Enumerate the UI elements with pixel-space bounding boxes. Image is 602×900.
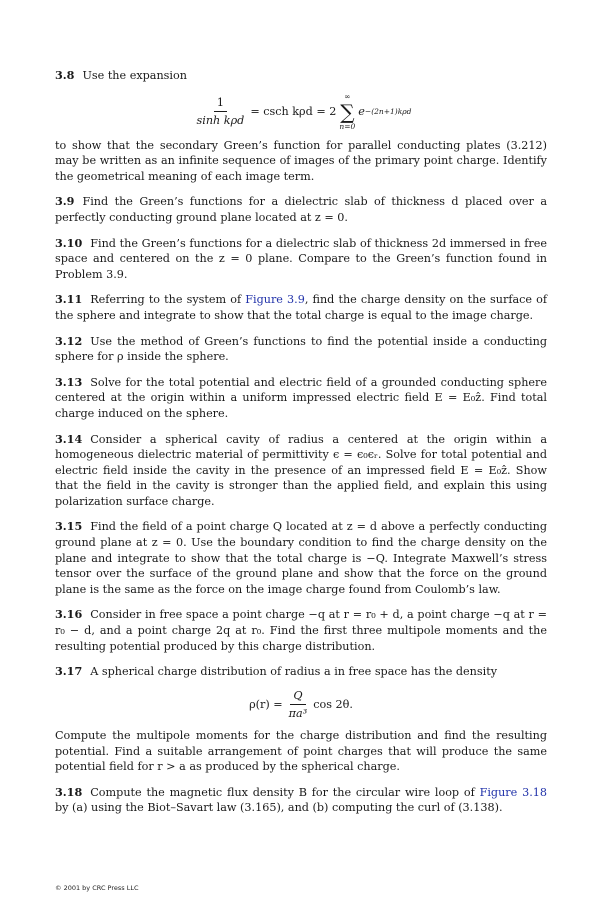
problem-number: 3.18 — [55, 784, 83, 799]
problem-3-10 — [55, 236, 547, 283]
problem-3-13 — [55, 375, 547, 422]
equation-rhs: cos 2θ. — [313, 698, 353, 712]
problem-text: Consider a spherical cavity of radius a centered at the origin within a homogeneous dielectric material of permittivity ϵ = ϵ₀ϵᵣ. Solve for total potential and electric field inside the cavity in the presence of an impressed field E = E₀ẑ. Show that the field in the cavity is stronger than the applied field, and explain this using polarization surface charge. — [55, 432, 547, 508]
problem-text-continued: to show that the secondary Green’s function for parallel conducting plates (3.212) may be written as an infinite sequence of images of the primary point charge. Identify the geometrical meaning of each image term. — [55, 138, 547, 183]
problem-3-9 — [55, 194, 547, 225]
problem-text: Find the Green’s functions for a dielectric slab of thickness 2d immersed in free space and centered on the z = 0 plane. Compare to the Green’s function found in Problem 3.9. — [55, 236, 547, 281]
denominator: sinh kρd — [196, 114, 245, 128]
equation-expansion — [55, 92, 547, 132]
problem-text: Use the expansion — [82, 69, 187, 82]
problem-text: Solve for the total potential and electric field of a grounded conducting sphere centered at the origin within a uniform impressed electric field E = E₀ẑ. Find total charge induced on the sphere. — [55, 375, 547, 420]
sum-upper-limit: ∞ — [344, 91, 351, 101]
problem-3-12 — [55, 334, 547, 365]
fraction — [286, 688, 311, 722]
page-body — [55, 68, 547, 826]
problem-number: 3.8 — [55, 68, 75, 82]
problem-3-17 — [55, 664, 547, 775]
problem-number: 3.17 — [55, 664, 83, 679]
figure-link[interactable]: Figure 3.18 — [479, 785, 547, 799]
numerator: 1 — [214, 95, 227, 113]
problem-text: Use the method of Green’s functions to find the potential inside a conducting sphere for ρ inside the sphere. — [55, 334, 547, 364]
problem-3-11 — [55, 292, 547, 323]
problem-number: 3.12 — [55, 333, 83, 348]
problem-text: A spherical charge distribution of radius a in free space has the density — [90, 665, 498, 679]
problem-number: 3.14 — [55, 431, 83, 446]
exp-base: e — [358, 104, 365, 118]
equation-middle: = csch kρd = 2 — [250, 104, 337, 118]
problem-text: Find the Green’s functions for a dielectric slab of thickness d placed over a perfectly conducting ground plane located at z = 0. — [55, 195, 547, 224]
problem-number: 3.16 — [55, 607, 83, 622]
sum-lower-limit: n=0 — [339, 121, 356, 131]
problem-text: Find the field of a point charge Q located at z = d above a perfectly conducting ground plane at z = 0. Use the boundary condition to find the charge density on the plane and integrate to show that the total charge is −Q. Integrate Maxwell’s stress tensor over the surface of the ground plane and show that the force on the ground plane is the same as the force on the image charge found from Coulomb’s law. — [55, 520, 547, 596]
problem-3-16 — [55, 607, 547, 654]
copyright-footer: © 2001 by CRC Press LLC — [55, 884, 139, 892]
fraction — [194, 95, 248, 129]
problem-number: 3.11 — [55, 292, 83, 307]
problem-text-continued: by (a) using the Biot–Savart law (3.165), and (b) computing the curl of (3.138). — [55, 801, 503, 815]
problem-number: 3.10 — [55, 235, 83, 250]
problem-text-continued: Compute the multipole moments for the charge distribution and find the resulting potential. Find a suitable arrangement of point charges that will produce the same potential field for r > a as produced by the spherical charge. — [55, 729, 547, 774]
problem-text: Referring to the system of — [90, 293, 246, 307]
sum-sign: ∑ — [340, 99, 355, 124]
equation-density — [55, 688, 547, 722]
exponent: −(2n+1)kρd — [364, 106, 412, 116]
equation-lhs: ρ(r) = — [249, 698, 283, 712]
numerator: Q — [290, 688, 305, 706]
problem-number: 3.15 — [55, 519, 83, 534]
problem-text-continued: , find the charge density on the surface of the sphere and integrate to show that the total charge is equal to the image charge. — [55, 293, 548, 322]
figure-link[interactable]: Figure 3.9 — [245, 293, 305, 307]
problem-3-14 — [55, 432, 547, 510]
problem-number: 3.9 — [55, 194, 75, 209]
problem-3-15 — [55, 519, 547, 597]
denominator: πa³ — [288, 707, 308, 721]
problem-number: 3.13 — [55, 374, 83, 389]
problem-3-8 — [55, 68, 547, 184]
problem-text: Compute the magnetic flux density B for the circular wire loop of — [90, 785, 480, 799]
summation — [339, 92, 355, 132]
problem-3-18 — [55, 785, 547, 816]
problem-text: Consider in free space a point charge −q at r = r₀ + d, a point charge −q at r = r₀ − d, and a point charge 2q at r₀. Find the first three multipole moments and the resulting potential produced by this charge distribution. — [55, 608, 547, 653]
